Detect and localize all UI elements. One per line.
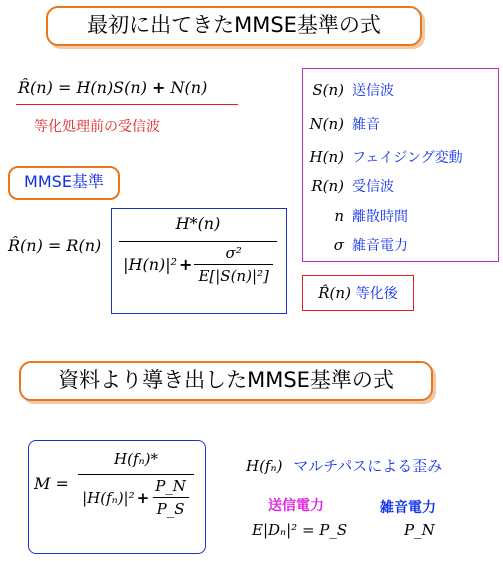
legend-sym: S(n) — [312, 81, 344, 99]
legend-item-h — [296, 147, 463, 167]
derived-equation-lhs: M = — [34, 474, 69, 493]
sigma-numerator: σ² — [225, 244, 242, 262]
legend-item-time — [296, 206, 408, 226]
derived-den-plus: + — [136, 488, 150, 507]
mmse-den-channel: |H(n)|² — [123, 255, 178, 274]
noise-power-symbol: P_N — [404, 521, 435, 539]
sigma-denominator: E[|S(n)|²] — [194, 264, 272, 285]
received-signal-equation — [18, 78, 207, 97]
derived-fraction — [70, 450, 202, 518]
noise-power-label: 雑音電力 — [380, 500, 436, 516]
mmse-equation-lhs: R̂(n) = R(n) — [8, 236, 102, 255]
eq1-plus: + — [152, 78, 166, 97]
mmse-fraction — [114, 214, 282, 285]
derived-den-channel: |H(fₙ)|² — [82, 488, 135, 507]
eq1-term1: H(n)S(n) — [76, 78, 147, 97]
equalized-sym: R̂(n) — [318, 284, 351, 302]
tx-power-equation: E|Dₙ|² = P_S — [252, 521, 348, 539]
pn-numerator: P_N — [155, 477, 186, 495]
legend-item-n — [296, 114, 380, 134]
derived-numerator: H(fₙ)* — [114, 450, 158, 468]
legend-item-r — [296, 176, 394, 196]
legend-sym: N(n) — [309, 115, 344, 133]
legend-label: 離散時間 — [352, 209, 408, 225]
title-2: 資料より導き出したMMSE基準の式 — [19, 361, 433, 401]
legend-label: 受信波 — [352, 179, 394, 195]
equalized-label: 等化後 — [355, 286, 398, 302]
legend-item-sigma — [296, 235, 408, 255]
legend-sym: H(n) — [309, 148, 344, 166]
multipath-label: マルチパスによる歪み — [293, 457, 443, 475]
eq1-note: 等化処理前の受信波 — [34, 119, 160, 135]
equalized-box — [302, 275, 414, 311]
h-f-symbol: H(fₙ) — [246, 457, 283, 475]
mmse-numerator: H*(n) — [175, 214, 221, 233]
legend-label: フェイジング変動 — [352, 150, 463, 166]
eq1-equals: = — [57, 78, 72, 97]
tx-power-label: 送信電力 — [268, 498, 324, 514]
legend-label: 雑音 — [352, 117, 380, 133]
eq1-underline — [16, 104, 238, 105]
ps-denominator: P_S — [153, 497, 189, 518]
legend-sym: R(n) — [311, 177, 344, 195]
eq1-term2: N(n) — [170, 78, 208, 97]
legend-label: 雑音電力 — [352, 238, 408, 254]
legend-label: 送信波 — [352, 83, 394, 99]
mmse-den-plus: + — [179, 255, 193, 274]
legend-sym: n — [334, 207, 344, 225]
multipath-note — [246, 455, 442, 476]
legend-sym: σ — [333, 236, 344, 254]
eq1-lhs: R̂(n) — [18, 78, 53, 97]
mmse-subtitle: MMSE基準 — [8, 166, 120, 200]
legend-item-s — [296, 80, 394, 100]
title-1: 最初に出てきたMMSE基準の式 — [46, 6, 422, 46]
